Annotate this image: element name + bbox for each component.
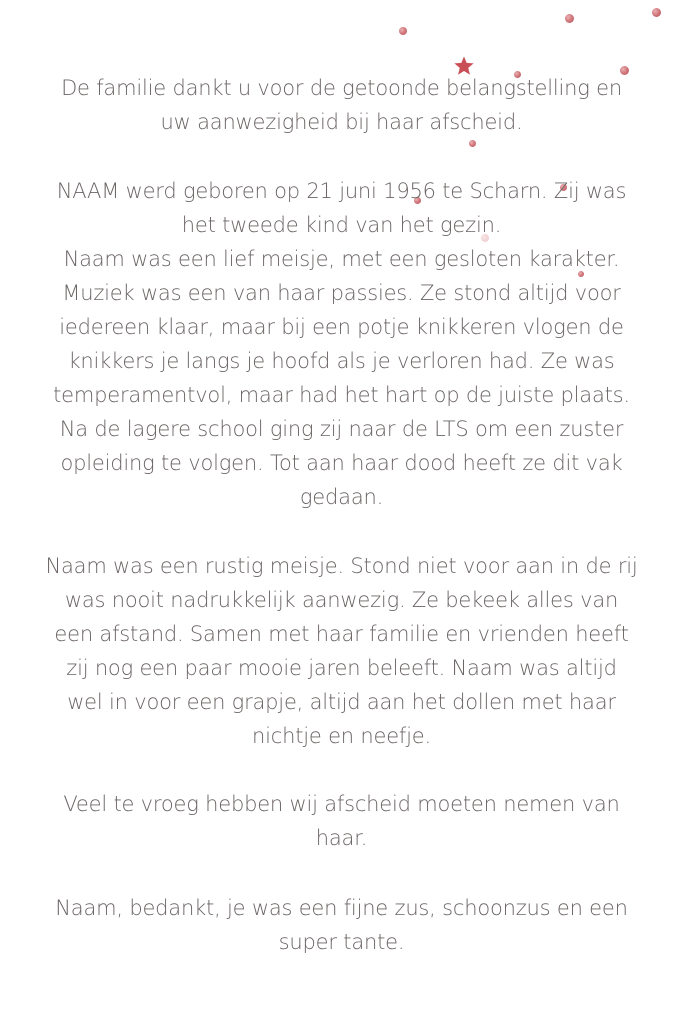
confetti-dot-icon xyxy=(469,140,476,147)
text-line: temperamentvol, maar had het hart op de juiste plaats. xyxy=(53,383,630,407)
confetti-dot-icon xyxy=(565,14,574,23)
text-line: opleiding te volgen. Tot aan haar dood heeft ze dit vak xyxy=(60,451,623,475)
text-line: uw aanwezigheid bij haar afscheid. xyxy=(160,110,523,134)
text-line: De familie dankt u voor de getoonde belangstelling en xyxy=(61,76,622,100)
text-line: wel in voor een grapje, altijd aan het dollen met haar xyxy=(67,690,616,714)
biography-paragraph xyxy=(36,174,647,514)
text-line: Na de lagere school ging zij naar de LTS om een zuster xyxy=(59,417,624,441)
text-line: het tweede kind van het gezin. xyxy=(181,213,502,237)
closing-paragraph xyxy=(36,891,647,959)
text-line: zij nog een paar mooie jaren beleeft. Naam was altijd xyxy=(66,656,617,680)
text-line: Naam, bedankt, je was een fijne zus, schoonzus en een xyxy=(55,896,628,920)
text-line: nichtje en neefje. xyxy=(252,724,431,748)
text-line: was nooit nadrukkelijk aanwezig. Ze bekeek alles van xyxy=(64,588,619,612)
text-line: Muziek was een van haar passies. Ze stond altijd voor xyxy=(62,281,621,305)
text-line: NAAM werd geboren op 21 juni 1956 te Scharn. Zij was xyxy=(56,179,627,203)
text-line: knikkers je langs je hoofd als je verloren had. Ze was xyxy=(68,349,615,373)
farewell-paragraph xyxy=(36,787,647,855)
personality-paragraph xyxy=(36,549,647,753)
text-line: super tante. xyxy=(278,930,405,954)
text-line: haar. xyxy=(315,826,368,850)
confetti-dot-icon xyxy=(652,8,661,17)
text-line: een afstand. Samen met haar familie en vrienden heeft xyxy=(54,622,629,646)
text-line: Naam was een lief meisje, met een gesloten karakter. xyxy=(63,247,620,271)
text-line: iedereen klaar, maar bij een potje knikkeren vlogen de xyxy=(59,315,624,339)
thanks-paragraph xyxy=(36,71,647,139)
text-line: gedaan. xyxy=(299,485,384,509)
text-line: Veel te vroeg hebben wij afscheid moeten nemen van xyxy=(63,792,620,816)
text-line: Naam was een rustig meisje. Stond niet voor aan in de rij xyxy=(45,554,638,578)
confetti-dot-icon xyxy=(399,27,407,35)
